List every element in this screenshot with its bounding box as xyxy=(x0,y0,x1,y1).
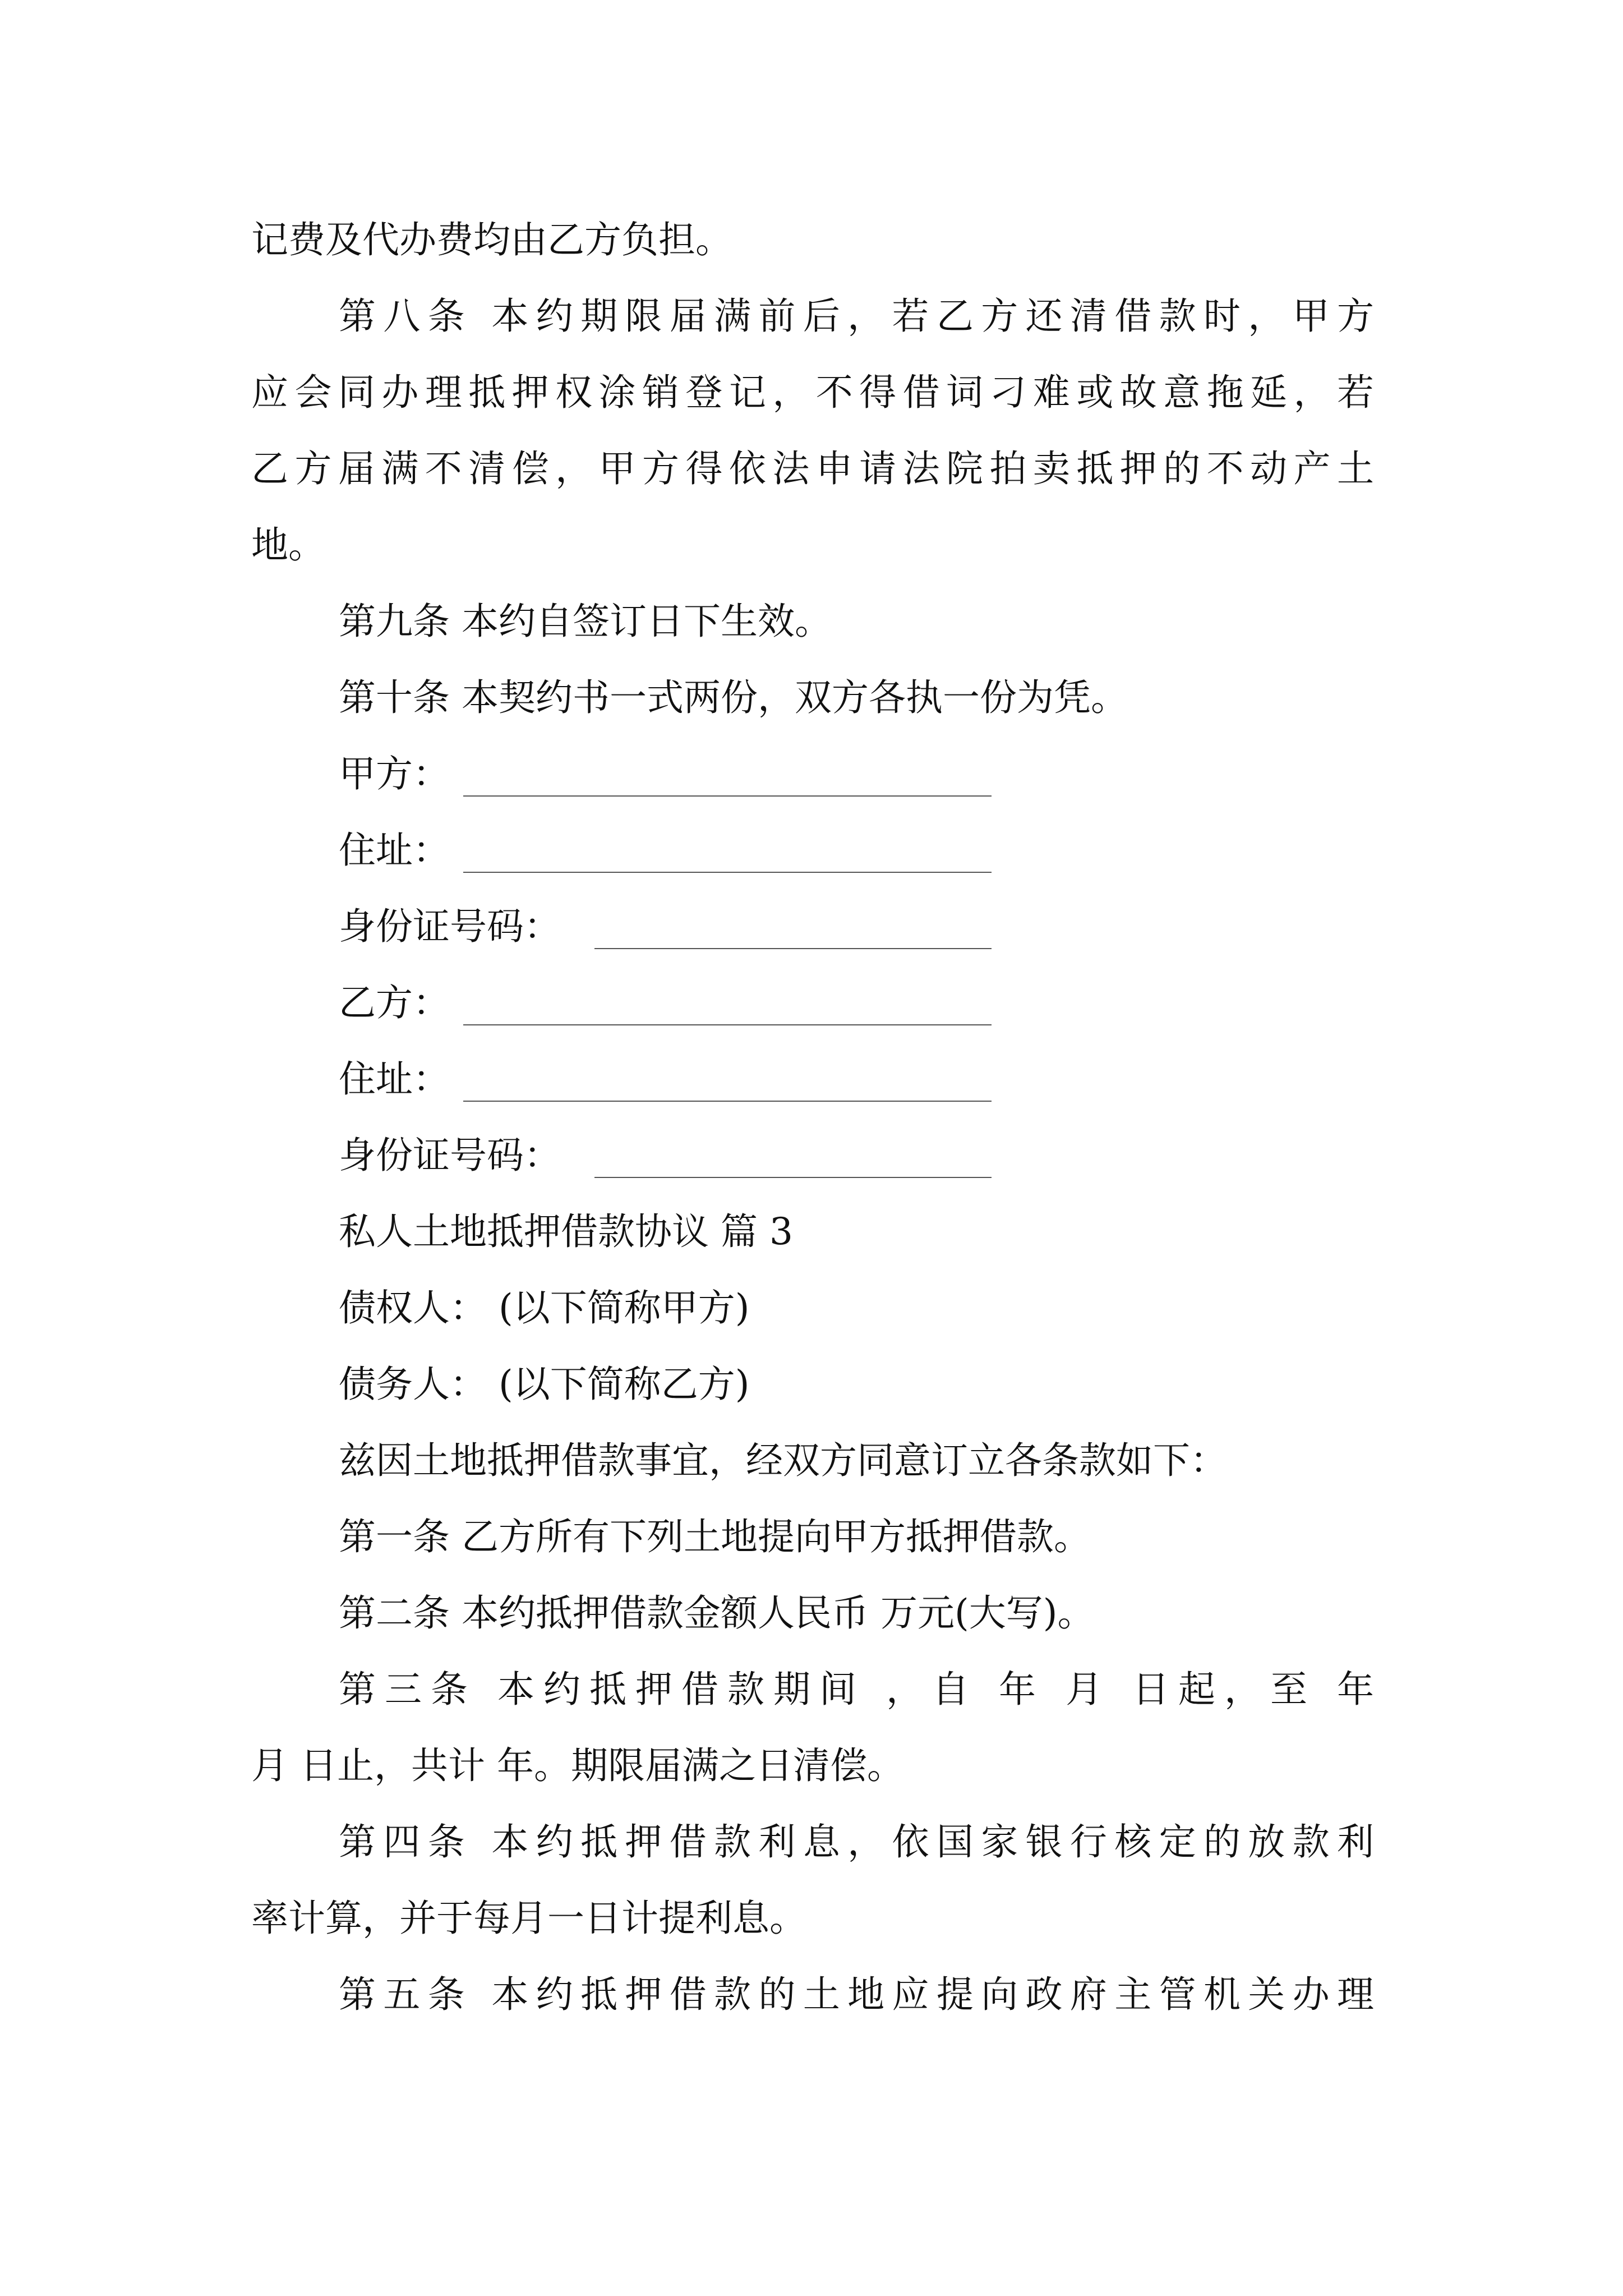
article-4-line-1: 第四条 本约抵押借款利息，依国家银行核定的放款利 xyxy=(339,1820,1374,1864)
article-8-line-2: 应会同办理抵押权涂销登记，不得借词刁难或故意拖延，若 xyxy=(251,371,1374,414)
article-3-line-2: 月 日止，共计 年。期限届满之日清偿。 xyxy=(251,1744,904,1787)
party-a-blank[interactable] xyxy=(463,795,992,797)
paragraph-line: 记费及代办费均由乙方负担。 xyxy=(251,218,732,261)
preamble: 兹因土地抵押借款事宜，经双方同意订立各条款如下： xyxy=(339,1439,1227,1482)
party-a-label: 甲方： xyxy=(339,752,450,795)
party-b-blank[interactable] xyxy=(463,1024,992,1025)
party-a-address-label: 住址： xyxy=(339,829,450,872)
article-8-line-1: 第八条 本约期限届满前后，若乙方还清借款时，甲方 xyxy=(339,295,1374,338)
party-b-id-blank[interactable] xyxy=(594,1177,992,1178)
party-a-id-label: 身份证号码： xyxy=(339,905,561,948)
article-4-line-2: 率计算，并于每月一日计提利息。 xyxy=(251,1897,806,1940)
creditor-line: 债权人： (以下简称甲方) xyxy=(339,1286,750,1329)
party-b-id-field xyxy=(339,1122,561,1189)
article-3-line-1: 第三条 本约抵押借款期间 ，自 年 月 日起，至 年 xyxy=(339,1668,1374,1711)
party-a-id-blank[interactable] xyxy=(594,948,992,949)
party-b-field xyxy=(339,969,450,1037)
article-5-line-1: 第五条 本约抵押借款的土地应提向政府主管机关办理 xyxy=(339,1973,1374,2016)
article-10: 第十条 本契约书一式两份，双方各执一份为凭。 xyxy=(339,676,1128,719)
party-a-address-field xyxy=(339,817,450,884)
debtor-line: 债务人： (以下简称乙方) xyxy=(339,1363,750,1406)
party-b-label: 乙方： xyxy=(339,981,450,1024)
party-b-address-label: 住址： xyxy=(339,1057,450,1101)
section-title: 私人土地抵押借款协议 篇 3 xyxy=(339,1210,793,1253)
party-a-field xyxy=(339,740,450,808)
party-a-id-field xyxy=(339,893,561,960)
article-1: 第一条 乙方所有下列土地提向甲方抵押借款。 xyxy=(339,1515,1091,1558)
party-b-id-label: 身份证号码： xyxy=(339,1134,561,1177)
article-8-line-4: 地。 xyxy=(251,523,325,567)
article-8-line-3: 乙方届满不清偿，甲方得依法申请法院拍卖抵押的不动产土 xyxy=(251,447,1374,490)
article-2: 第二条 本约抵押借款金额人民币 万元(大写)。 xyxy=(339,1591,1095,1635)
party-b-address-field xyxy=(339,1046,450,1113)
party-b-address-blank[interactable] xyxy=(463,1101,992,1102)
article-9: 第九条 本约自签订日下生效。 xyxy=(339,600,832,643)
party-a-address-blank[interactable] xyxy=(463,872,992,873)
